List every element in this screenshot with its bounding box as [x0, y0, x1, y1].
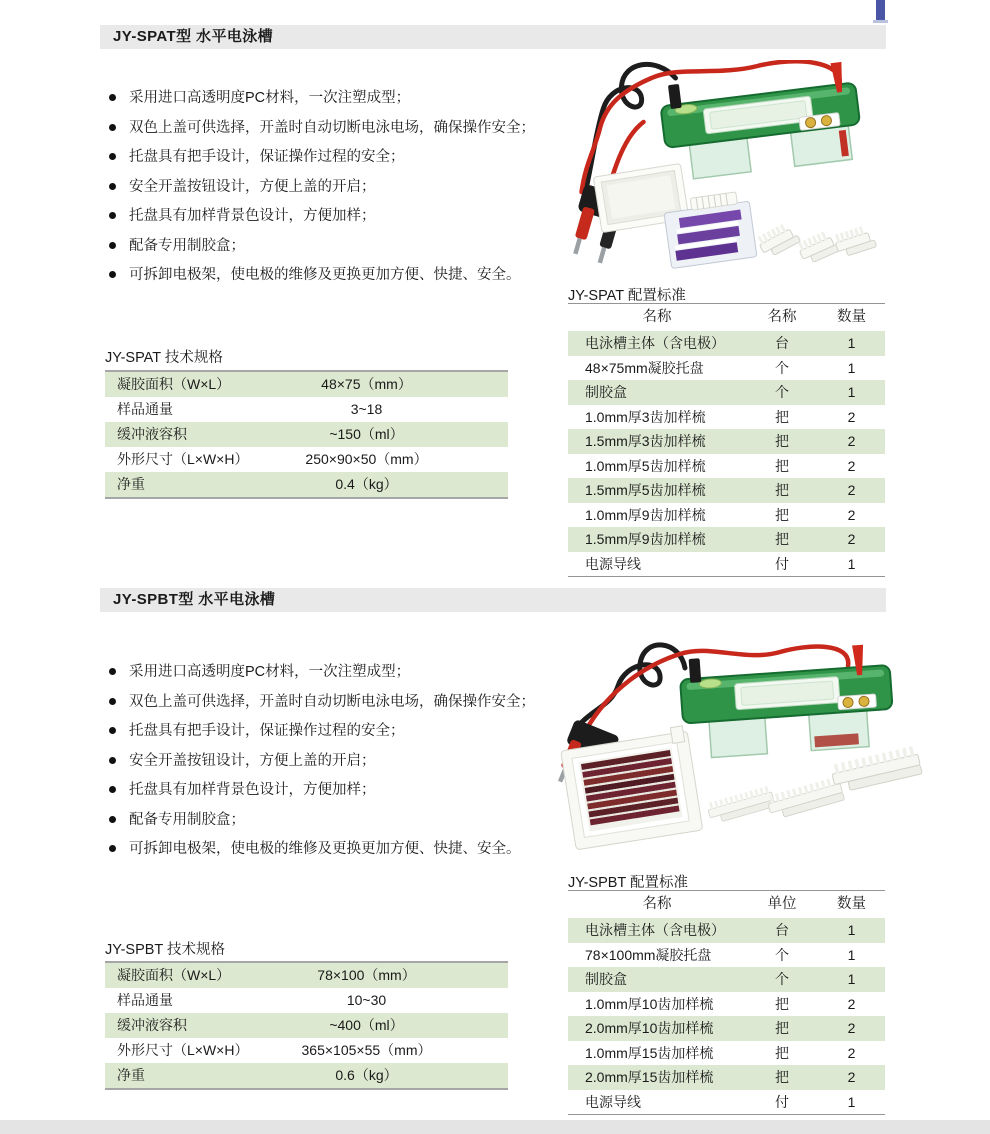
- bullet-icon: [109, 94, 116, 101]
- table-body: [568, 918, 885, 1114]
- item-name: 电源导线: [585, 1093, 641, 1110]
- feature-text: 托盘具有把手设计，保证操作过程的安全；: [129, 723, 405, 739]
- table-row: [105, 447, 508, 472]
- item-qty: 2: [847, 995, 856, 1012]
- table-row: [568, 503, 885, 528]
- spec-value: 10~30: [346, 992, 387, 1008]
- feature-item: [106, 721, 561, 741]
- item-name: 1.5mm厚5齿加样梳: [585, 482, 706, 498]
- feature-item: [106, 177, 561, 197]
- item-name: 电泳槽主体（含电极）: [585, 922, 725, 938]
- bullet-icon: [109, 242, 116, 249]
- feature-text: 配备专用制胶盒；: [129, 811, 245, 828]
- item-qty: 1: [847, 946, 856, 963]
- feature-text: 安全开盖按钮设计，方便上盖的开启；: [129, 752, 376, 769]
- product-photo-spbt: [540, 642, 940, 860]
- feature-text: 托盘具有加样背景色设计，方便加样；: [129, 782, 376, 798]
- item-name: 1.5mm厚9齿加样梳: [585, 531, 706, 547]
- item-qty: 2: [847, 433, 856, 449]
- table-header-row: [568, 891, 885, 918]
- column-header: 名称: [767, 309, 797, 325]
- spec-label: 样品通量: [117, 992, 173, 1008]
- table-header-row: [568, 304, 885, 331]
- item-name: 1.0mm厚10齿加样梳: [585, 995, 714, 1012]
- config-table-title-spbt: JY-SPBT 配置标准: [568, 875, 689, 891]
- comb-illustration: [756, 220, 801, 259]
- item-unit: 把: [775, 482, 789, 498]
- spec-table-title-spbt: JY-SPBT 技术规格: [105, 942, 226, 958]
- bullet-icon: [109, 727, 116, 734]
- feature-text: 采用进口高透明度PC材料，一次注塑成型；: [129, 90, 411, 106]
- feature-item: [106, 118, 561, 138]
- spec-value: 0.4（kg）: [335, 476, 398, 492]
- section-header-spbt: JY-SPBT型 水平电泳槽: [100, 588, 886, 612]
- feature-text: 配备专用制胶盒；: [129, 237, 245, 254]
- section-header-spat: JY-SPAT型 水平电泳槽: [100, 25, 886, 49]
- table-row: [568, 429, 885, 454]
- table-row: [105, 1013, 508, 1038]
- column-header: 数量: [837, 896, 866, 912]
- item-qty: 2: [847, 1069, 856, 1085]
- footer-bar: [0, 1120, 990, 1134]
- feature-text: 托盘具有把手设计，保证操作过程的安全；: [129, 149, 405, 165]
- item-unit: 个: [775, 384, 789, 400]
- spec-value: 78×100（mm）: [317, 967, 416, 983]
- item-name: 2.0mm厚10齿加样梳: [585, 1020, 714, 1036]
- item-unit: 把: [775, 531, 789, 547]
- item-qty: 2: [847, 482, 856, 498]
- table-row: [568, 918, 885, 943]
- feature-item: [106, 839, 561, 859]
- table-row: [568, 356, 885, 381]
- product-photo-spat: [545, 60, 940, 270]
- feature-text: 采用进口高透明度PC材料，一次注塑成型；: [129, 664, 411, 680]
- spec-table-title-spat: JY-SPAT 技术规格: [105, 350, 223, 366]
- item-qty: 2: [847, 1020, 856, 1036]
- item-name: 2.0mm厚15齿加样梳: [585, 1069, 714, 1085]
- item-unit: 把: [775, 1020, 789, 1036]
- spec-value: 250×90×50（mm）: [305, 451, 428, 467]
- table-row: [105, 1063, 508, 1088]
- spec-value: ~400（ml）: [329, 1017, 404, 1033]
- table-row: [105, 963, 508, 988]
- table-row: [105, 422, 508, 447]
- config-table-spat: [568, 303, 885, 577]
- bullet-icon: [109, 816, 116, 823]
- table-row: [105, 472, 508, 497]
- feature-item: [106, 206, 561, 226]
- item-name: 电源导线: [585, 555, 641, 572]
- item-qty: 2: [847, 1044, 856, 1061]
- item-unit: 台: [775, 335, 789, 351]
- item-name: 制胶盒: [585, 971, 627, 987]
- table-row: [568, 1041, 885, 1066]
- item-unit: 付: [775, 1093, 789, 1110]
- table-row: [105, 397, 508, 422]
- table-row: [105, 372, 508, 397]
- spec-table-spbt: [105, 961, 508, 1090]
- item-qty: 1: [847, 359, 856, 376]
- item-unit: 付: [775, 555, 789, 572]
- column-header: 名称: [642, 896, 672, 912]
- feature-item: [106, 236, 561, 256]
- feature-item: [106, 88, 561, 108]
- item-qty: 1: [847, 922, 856, 938]
- spec-label: 净重: [117, 1067, 145, 1083]
- bullet-icon: [109, 271, 116, 278]
- table-row: [568, 405, 885, 430]
- feature-text: 双色上盖可供选择，开盖时自动切断电泳电场，确保操作安全；: [129, 693, 535, 710]
- item-unit: 个: [775, 359, 789, 376]
- column-header: 名称: [642, 309, 672, 325]
- item-qty: 1: [847, 335, 856, 351]
- config-table-spbt: [568, 890, 885, 1115]
- spec-label: 外形尺寸（L×W×H）: [117, 1042, 249, 1058]
- spec-label: 缓冲液容积: [117, 1017, 187, 1033]
- feature-item: [106, 810, 561, 830]
- item-unit: 把: [775, 995, 789, 1012]
- feature-item: [106, 147, 561, 167]
- bullet-icon: [109, 668, 116, 675]
- table-row: [568, 454, 885, 479]
- item-name: 48×75mm凝胶托盘: [585, 359, 704, 376]
- feature-text: 可拆卸电极架，使电极的维修及更换更加方便、快捷、安全。: [129, 267, 521, 283]
- feature-item: [106, 692, 561, 712]
- spec-label: 净重: [117, 476, 145, 492]
- spec-label: 凝胶面积（W×L）: [117, 376, 231, 392]
- comb-illustration: [706, 785, 775, 824]
- spec-label: 外形尺寸（L×W×H）: [117, 451, 249, 467]
- column-header: 单位: [767, 896, 797, 912]
- feature-item: [106, 751, 561, 771]
- table-row: [568, 380, 885, 405]
- item-unit: 把: [775, 1044, 789, 1061]
- item-qty: 1: [847, 1093, 856, 1110]
- table-row: [105, 988, 508, 1013]
- table-row: [568, 1065, 885, 1090]
- feature-item: [106, 780, 561, 800]
- item-name: 1.0mm厚3齿加样梳: [585, 408, 706, 425]
- table-row: [568, 1016, 885, 1041]
- spec-label: 样品通量: [117, 401, 173, 417]
- page-corner-tab-underline: [873, 20, 888, 23]
- feature-text: 双色上盖可供选择，开盖时自动切断电泳电场，确保操作安全；: [129, 119, 535, 136]
- table-row: [568, 992, 885, 1017]
- bullet-icon: [109, 212, 116, 219]
- table-row: [105, 1038, 508, 1063]
- bullet-icon: [109, 124, 116, 131]
- item-unit: 把: [775, 457, 789, 474]
- table-row: [568, 552, 885, 577]
- bullet-icon: [109, 757, 116, 764]
- feature-text: 托盘具有加样背景色设计，方便加样；: [129, 208, 376, 224]
- spec-table-spat: [105, 370, 508, 499]
- item-unit: 把: [775, 1069, 789, 1085]
- spec-value: 48×75（mm）: [321, 376, 412, 392]
- item-unit: 把: [775, 408, 789, 425]
- page-corner-tab: [876, 0, 885, 20]
- feature-list-spat: [106, 88, 561, 295]
- feature-item: [106, 662, 561, 682]
- feature-list-spbt: [106, 662, 561, 869]
- item-name: 1.0mm厚9齿加样梳: [585, 506, 706, 523]
- table-body: [568, 331, 885, 576]
- config-table-title-spat: JY-SPAT 配置标准: [568, 288, 686, 304]
- spec-label: 缓冲液容积: [117, 426, 187, 442]
- item-name: 1.0mm厚5齿加样梳: [585, 457, 706, 474]
- item-unit: 个: [775, 946, 789, 963]
- bullet-icon: [109, 786, 116, 793]
- column-header: 数量: [837, 309, 866, 325]
- comb-illustration: [833, 224, 877, 259]
- item-name: 1.5mm厚3齿加样梳: [585, 433, 706, 449]
- item-qty: 2: [847, 506, 856, 523]
- item-qty: 2: [847, 457, 856, 474]
- item-name: 1.0mm厚15齿加样梳: [585, 1044, 714, 1061]
- comb-illustration: [830, 745, 922, 793]
- bullet-icon: [109, 153, 116, 160]
- item-name: 制胶盒: [585, 384, 627, 400]
- spec-value: 365×105×55（mm）: [301, 1042, 432, 1058]
- spec-value: 3~18: [350, 401, 383, 417]
- feature-item: [106, 265, 561, 285]
- electrophoresis-tank: [658, 61, 864, 182]
- feature-text: 可拆卸电极架，使电极的维修及更换更加方便、快捷、安全。: [129, 841, 521, 857]
- item-unit: 台: [775, 922, 789, 938]
- table-row: [568, 943, 885, 968]
- item-unit: 个: [775, 971, 789, 987]
- table-row: [568, 331, 885, 356]
- electrophoresis-tank: [678, 643, 895, 759]
- comb-illustration: [766, 776, 845, 820]
- spec-label: 凝胶面积（W×L）: [117, 967, 231, 983]
- table-row: [568, 527, 885, 552]
- item-name: 电泳槽主体（含电极）: [585, 335, 725, 351]
- bullet-icon: [109, 183, 116, 190]
- comb-illustration: [796, 228, 840, 265]
- item-unit: 把: [775, 433, 789, 449]
- item-qty: 2: [847, 408, 856, 425]
- item-qty: 1: [847, 384, 856, 400]
- spec-value: ~150（ml）: [329, 426, 404, 442]
- item-qty: 1: [847, 971, 856, 987]
- spec-value: 0.6（kg）: [335, 1067, 398, 1083]
- feature-text: 安全开盖按钮设计，方便上盖的开启；: [129, 178, 376, 195]
- table-row: [568, 1090, 885, 1115]
- item-qty: 2: [847, 531, 856, 547]
- item-unit: 把: [775, 506, 789, 523]
- table-row: [568, 967, 885, 992]
- item-qty: 1: [847, 555, 856, 572]
- table-row: [568, 478, 885, 503]
- bullet-icon: [109, 698, 116, 705]
- item-name: 78×100mm凝胶托盘: [585, 946, 712, 963]
- bullet-icon: [109, 845, 116, 852]
